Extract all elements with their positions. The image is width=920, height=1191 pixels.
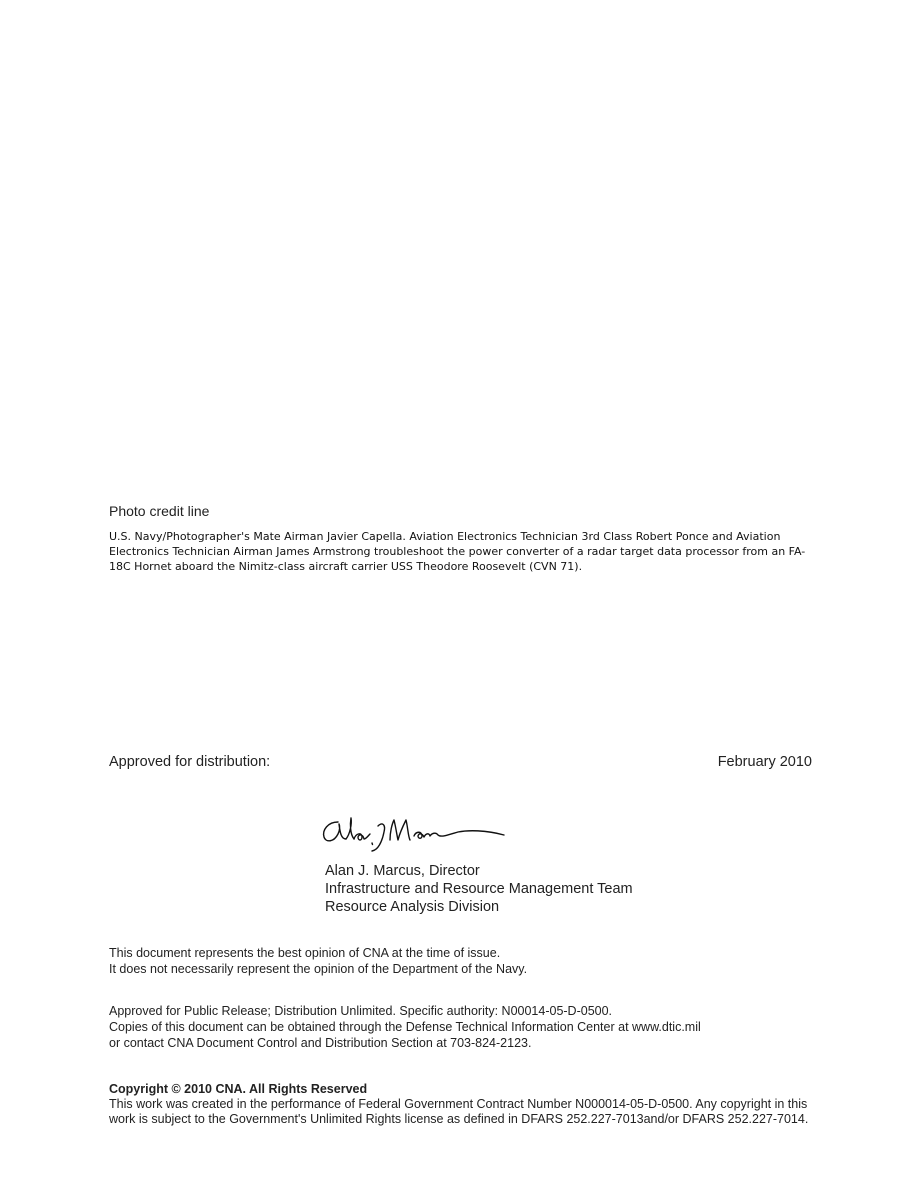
copyright-block	[109, 1082, 821, 1127]
director-signature	[316, 806, 508, 868]
release-line-2: Copies of this document can be obtained through the Defense Technical Information Center at www.dtic.mil	[109, 1020, 701, 1034]
signer-team: Infrastructure and Resource Management Team	[325, 881, 633, 897]
signer-block	[325, 862, 633, 916]
copyright-text: This work was created in the performance of Federal Government Contract Number N000014-05-D-0500. Any copyright in this work is subject to the Government's Unlimited Rights license as defined in DFARS 252.227-7013and/or DFARS 252.227-7014.	[109, 1097, 809, 1126]
approved-for-distribution-label: Approved for distribution:	[109, 754, 271, 770]
photo-credit-heading: Photo credit line	[109, 503, 210, 519]
copyright-heading: Copyright © 2010 CNA. All Rights Reserved	[109, 1082, 368, 1096]
release-line-1: Approved for Public Release; Distribution Unlimited. Specific authority: N00014-05-D-0500.	[109, 1004, 613, 1018]
disclaimer-line-1: This document represents the best opinion of CNA at the time of issue.	[109, 946, 501, 960]
release-line-3: or contact CNA Document Control and Distribution Section at 703-824-2123.	[109, 1036, 532, 1050]
signer-division: Resource Analysis Division	[325, 899, 500, 915]
publication-date: February 2010	[717, 754, 812, 770]
photo-credit-text: U.S. Navy/Photographer's Mate Airman Javier Capella. Aviation Electronics Technician 3rd Class Robert Ponce and Aviation Electronics Technician Airman James Armstrong troubleshoot the power converter of a radar target data processor from an FA-18C Hornet aboard the Nimitz-class aircraft carrier USS Theodore Roosevelt (CVN 71).	[109, 530, 806, 573]
release-statement	[109, 1003, 701, 1051]
cna-disclaimer	[109, 945, 527, 977]
signer-name-title: Alan J. Marcus, Director	[325, 863, 480, 879]
disclaimer-line-2: It does not necessarily represent the opinion of the Department of the Navy.	[109, 962, 528, 976]
